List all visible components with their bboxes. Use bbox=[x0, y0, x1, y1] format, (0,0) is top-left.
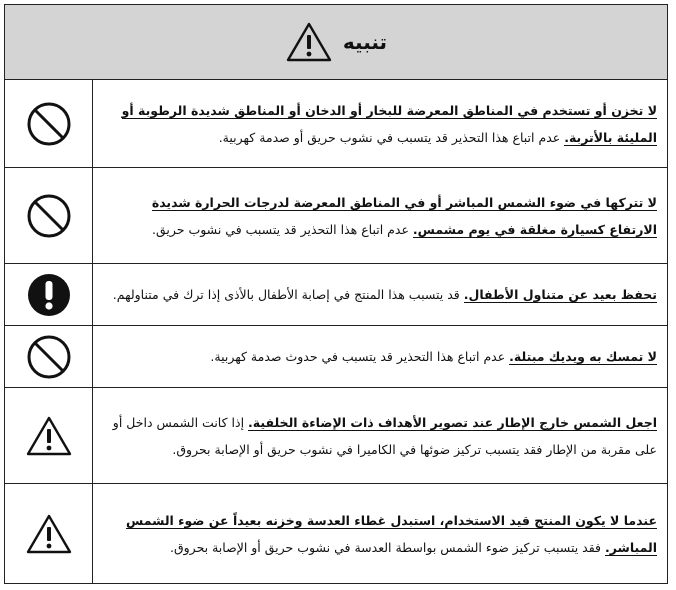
row-icon-cell bbox=[5, 168, 93, 264]
row-text bbox=[93, 326, 668, 388]
row-bold-text: تحفظ بعيد عن متناول الأطفال. bbox=[463, 287, 657, 302]
caution-row bbox=[5, 388, 668, 484]
caution-row bbox=[5, 264, 668, 326]
row-icon-cell bbox=[5, 326, 93, 388]
row-bold-text: اجعل الشمس خارج الإطار عند تصوير الأهداف ذات الإضاءة الخلفية. bbox=[248, 414, 657, 430]
row-icon-cell bbox=[5, 80, 93, 168]
caution-row bbox=[5, 326, 668, 388]
row-text bbox=[93, 80, 668, 168]
row-icon-cell bbox=[5, 388, 93, 484]
row-text bbox=[93, 388, 668, 484]
caution-table bbox=[4, 4, 668, 584]
row-text bbox=[93, 484, 668, 584]
row-body-text: إذا كانت الشمس داخل أو على مقربة من الإطار فقد يتسبب تركيز ضوئها في الكاميرا في نشوب حريق أو الإصابة بحروق. bbox=[112, 414, 657, 457]
row-text bbox=[93, 168, 668, 264]
caution-row bbox=[5, 484, 668, 584]
row-body-text: فقد يتسبب تركيز ضوء الشمس بواسطة العدسة في نشوب حريق أو الإصابة بحروق. bbox=[169, 539, 606, 555]
prohibition-icon bbox=[6, 192, 91, 240]
warning-triangle-icon bbox=[6, 415, 91, 457]
caution-row bbox=[5, 80, 668, 168]
prohibition-icon bbox=[6, 100, 91, 148]
row-body-text: عدم اتباع هذا التحذير قد يتسبب في حدوث صدمة كهربية. bbox=[210, 349, 510, 364]
row-body-text: عدم اتباع هذا التحذير قد يتسبب في نشوب حريق أو صدمة كهربية. bbox=[218, 129, 565, 145]
row-bold-text: لا تتركها في ضوء الشمس المباشر أو في المناطق المعرضة لدرجات الحرارة شديدة الارتفاع كسيارة مغلقة في يوم مشمس. bbox=[151, 194, 657, 237]
mandatory-action-icon bbox=[6, 272, 91, 318]
caution-header bbox=[5, 5, 668, 80]
caution-row bbox=[5, 168, 668, 264]
header-title: تنبيه bbox=[342, 30, 388, 54]
row-icon-cell bbox=[5, 264, 93, 326]
row-icon-cell bbox=[5, 484, 93, 584]
warning-triangle-icon bbox=[285, 21, 333, 63]
prohibition-icon bbox=[6, 333, 91, 381]
row-bold-text: لا تخزن أو تستخدم في المناطق المعرضة للبخار أو الدخان أو المناطق شديدة الرطوبة أو المليئة بالأتربة. bbox=[121, 102, 657, 145]
row-body-text: عدم اتباع هذا التحذير قد يتسبب في نشوب حريق. bbox=[151, 221, 413, 237]
row-bold-text: لا تمسك به ويديك مبتلة. bbox=[509, 349, 657, 364]
warning-triangle-icon bbox=[6, 513, 91, 555]
caution-header-row bbox=[5, 5, 668, 80]
row-text bbox=[93, 264, 668, 326]
row-bold-text: عندما لا يكون المنتج قيد الاستخدام، استبدل غطاء العدسة وخزنه بعيداً عن ضوء الشمس المباشر. bbox=[126, 512, 657, 555]
row-body-text: قد يتسبب هذا المنتج في إصابة الأطفال بالأذى إذا ترك في متناولهم. bbox=[112, 287, 464, 302]
caution-sheet bbox=[4, 4, 668, 584]
